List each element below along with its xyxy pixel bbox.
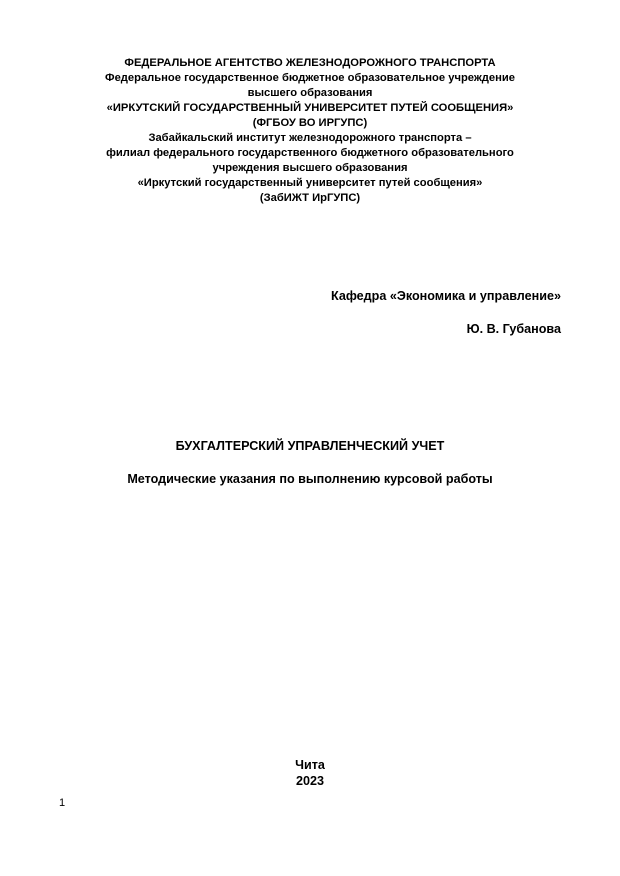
page-number: 1 <box>59 797 66 809</box>
author-name: Ю. В. Губанова <box>466 322 561 336</box>
header-line-institute: Забайкальский институт железнодорожного транспорта – <box>148 132 472 144</box>
header-line-institute-abbr: (ЗабИЖТ ИрГУПС) <box>259 192 361 204</box>
publication-footer <box>0 757 620 789</box>
header-line-agency: ФЕДЕРАЛЬНОЕ АГЕНТСТВО ЖЕЛЕЗНОДОРОЖНОГО ТРАНСПОРТА <box>124 57 496 69</box>
header-line-education-level: высшего образования <box>247 87 373 99</box>
header-line-branch-cont: учреждения высшего образования <box>212 162 408 174</box>
document-subtitle: Методические указания по выполнению курсовой работы <box>127 472 493 486</box>
header-line-university-abbr: (ФГБОУ ВО ИРГУПС) <box>252 117 368 129</box>
institution-header <box>40 56 580 206</box>
header-line-branch: филиал федерального государственного бюджетного образовательного <box>106 147 514 159</box>
publication-city: Чита <box>295 758 325 772</box>
department-name: Кафедра «Экономика и управление» <box>330 289 561 303</box>
header-line-university-name-lower: «Иркутский государственный университет путей сообщения» <box>137 177 483 189</box>
header-line-institution-type: Федеральное государственное бюджетное образовательное учреждение <box>105 72 515 84</box>
header-line-university-name: «ИРКУТСКИЙ ГОСУДАРСТВЕННЫЙ УНИВЕРСИТЕТ ПУТЕЙ СООБЩЕНИЯ» <box>106 102 514 114</box>
document-title: БУХГАЛТЕРСКИЙ УПРАВЛЕНЧЕСКИЙ УЧЕТ <box>175 439 445 453</box>
publication-year: 2023 <box>295 774 325 788</box>
